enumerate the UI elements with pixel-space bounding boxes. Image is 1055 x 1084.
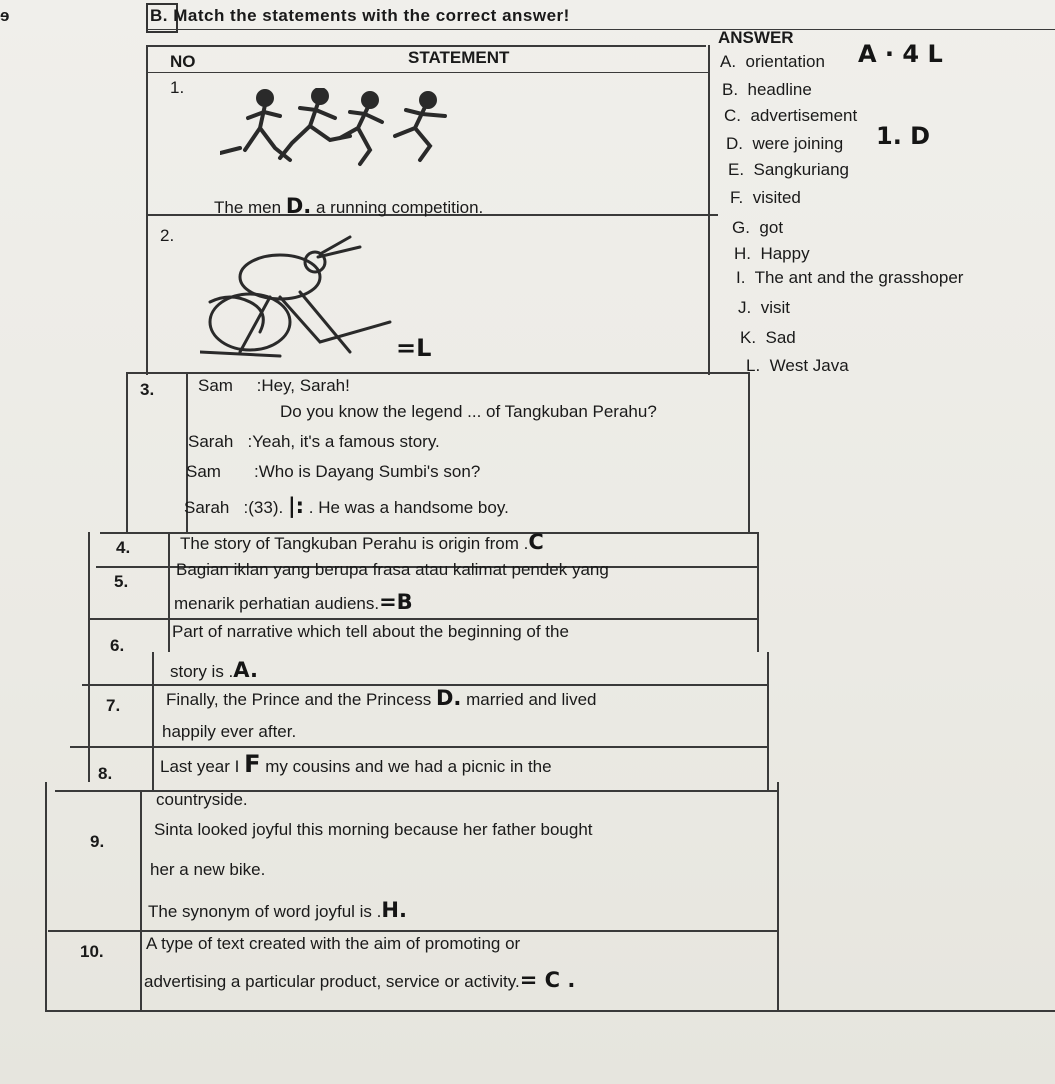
- col-divider-answer-lower: [767, 652, 769, 792]
- option-e: E. Sangkuriang: [728, 160, 849, 179]
- q7-number: 7.: [106, 696, 121, 715]
- q6-answer: A.: [233, 658, 258, 682]
- q3-answer: |:: [287, 494, 305, 518]
- q4-statement: The story of Tangkuban Perahu is origin from .C: [180, 530, 544, 554]
- header-statement: STATEMENT: [408, 48, 510, 67]
- header-answer: ANSWER: [718, 28, 794, 47]
- q3-line3: Sarah :Yeah, it's a famous story.: [188, 432, 440, 451]
- q10-line2: advertising a particular product, service or activity.= C .: [144, 968, 576, 992]
- option-c: C. advertisement: [724, 106, 858, 125]
- q5-line2: menarik perhatian audiens.=B: [174, 590, 413, 614]
- q7-line1: Finally, the Prince and the Princess D. married and lived: [166, 686, 597, 710]
- header-bottom-line: [146, 72, 708, 73]
- header-no: NO: [170, 52, 196, 71]
- q3-line4: Sam :Who is Dayang Sumbi's son?: [186, 462, 481, 481]
- q9-line2: her a new bike.: [150, 860, 266, 879]
- q4-number: 4.: [116, 538, 131, 557]
- q1-statement: The men D. a running competition.: [214, 194, 484, 218]
- option-j: J. visit: [738, 298, 790, 317]
- table-left-border-mid: [126, 372, 128, 532]
- q8-answer: F: [244, 750, 261, 778]
- option-i: I. The ant and the grasshoper: [736, 268, 964, 287]
- no-divider-q9-10: [140, 790, 142, 1012]
- q5-number: 5.: [114, 572, 129, 591]
- col-divider-answer-upper: [708, 45, 710, 375]
- section-title: B. Match the statements with the correct answer!: [150, 6, 570, 25]
- no-divider-q7-8: [152, 652, 154, 792]
- q1-answer: D.: [285, 194, 312, 218]
- q2-answer: =L: [396, 334, 432, 362]
- q9-line1: Sinta looked joyful this morning because her father bought: [154, 820, 593, 839]
- q6-line2: story is .A.: [170, 658, 258, 682]
- q10-answer: = C .: [519, 968, 576, 992]
- option-d: D. were joining: [726, 134, 844, 153]
- q3-line5: Sarah :(33). |: . He was a handsome boy.: [184, 494, 509, 518]
- col-divider-answer-mid: [748, 372, 750, 532]
- q7-line2: happily ever after.: [162, 722, 297, 741]
- q5-answer: =B: [379, 590, 413, 614]
- col-divider-answer-mid2: [757, 532, 759, 652]
- q10-number: 10.: [80, 942, 104, 961]
- table-left-border-lower: [88, 532, 90, 782]
- table-left-border-upper: [146, 45, 148, 375]
- option-b: B. headline: [722, 80, 812, 99]
- q7-answer: D.: [435, 686, 462, 710]
- row-line-9: [48, 930, 777, 932]
- option-h: H. Happy: [734, 244, 810, 263]
- q9-number: 9.: [90, 832, 105, 851]
- option-a: A. orientation: [720, 52, 825, 71]
- q9-answer: H.: [381, 898, 407, 922]
- table-bottom-line: [45, 1010, 1055, 1012]
- option-f: F. visited: [730, 188, 801, 207]
- q3-number: 3.: [140, 380, 155, 399]
- margin-mark: ɘ: [0, 6, 10, 25]
- row-line-2: [126, 372, 748, 374]
- option-l: L. West Java: [746, 356, 849, 375]
- q10-line1: A type of text created with the aim of promoting or: [146, 934, 521, 953]
- q6-number: 6.: [110, 636, 125, 655]
- option-g: G. got: [732, 218, 784, 237]
- q8-line1: Last year I F my cousins and we had a picnic in the: [160, 750, 552, 778]
- ant-grasshopper-illustration: [200, 232, 400, 362]
- row-line-5: [88, 618, 757, 620]
- col-divider-answer-bottom: [777, 782, 779, 1012]
- q3-line1: Sam :Hey, Sarah!: [198, 376, 350, 395]
- header-top-line: [146, 45, 706, 47]
- handwritten-note-a: A · 4 L: [858, 40, 943, 68]
- q8-line2: countryside.: [156, 790, 248, 809]
- q8-number: 8.: [98, 764, 113, 783]
- q6-line1: Part of narrative which tell about the beginning of the: [172, 622, 569, 641]
- q3-line2: Do you know the legend ... of Tangkuban Perahu?: [280, 402, 657, 421]
- q5-line1: Bagian iklan yang berupa frasa atau kalimat pendek yang: [176, 560, 609, 579]
- q1-number: 1.: [170, 78, 185, 97]
- row-line-7: [70, 746, 767, 748]
- q4-answer: C: [528, 530, 544, 554]
- option-k: K. Sad: [740, 328, 796, 347]
- table-left-border-bottom: [45, 782, 47, 1012]
- q9-line3: The synonym of word joyful is .H.: [148, 898, 407, 922]
- runners-illustration: [220, 88, 460, 168]
- handwritten-note-d: 1. D: [876, 122, 931, 150]
- title-underline: [146, 29, 1055, 30]
- no-divider-q4-6: [168, 532, 170, 652]
- q2-number: 2.: [160, 226, 175, 245]
